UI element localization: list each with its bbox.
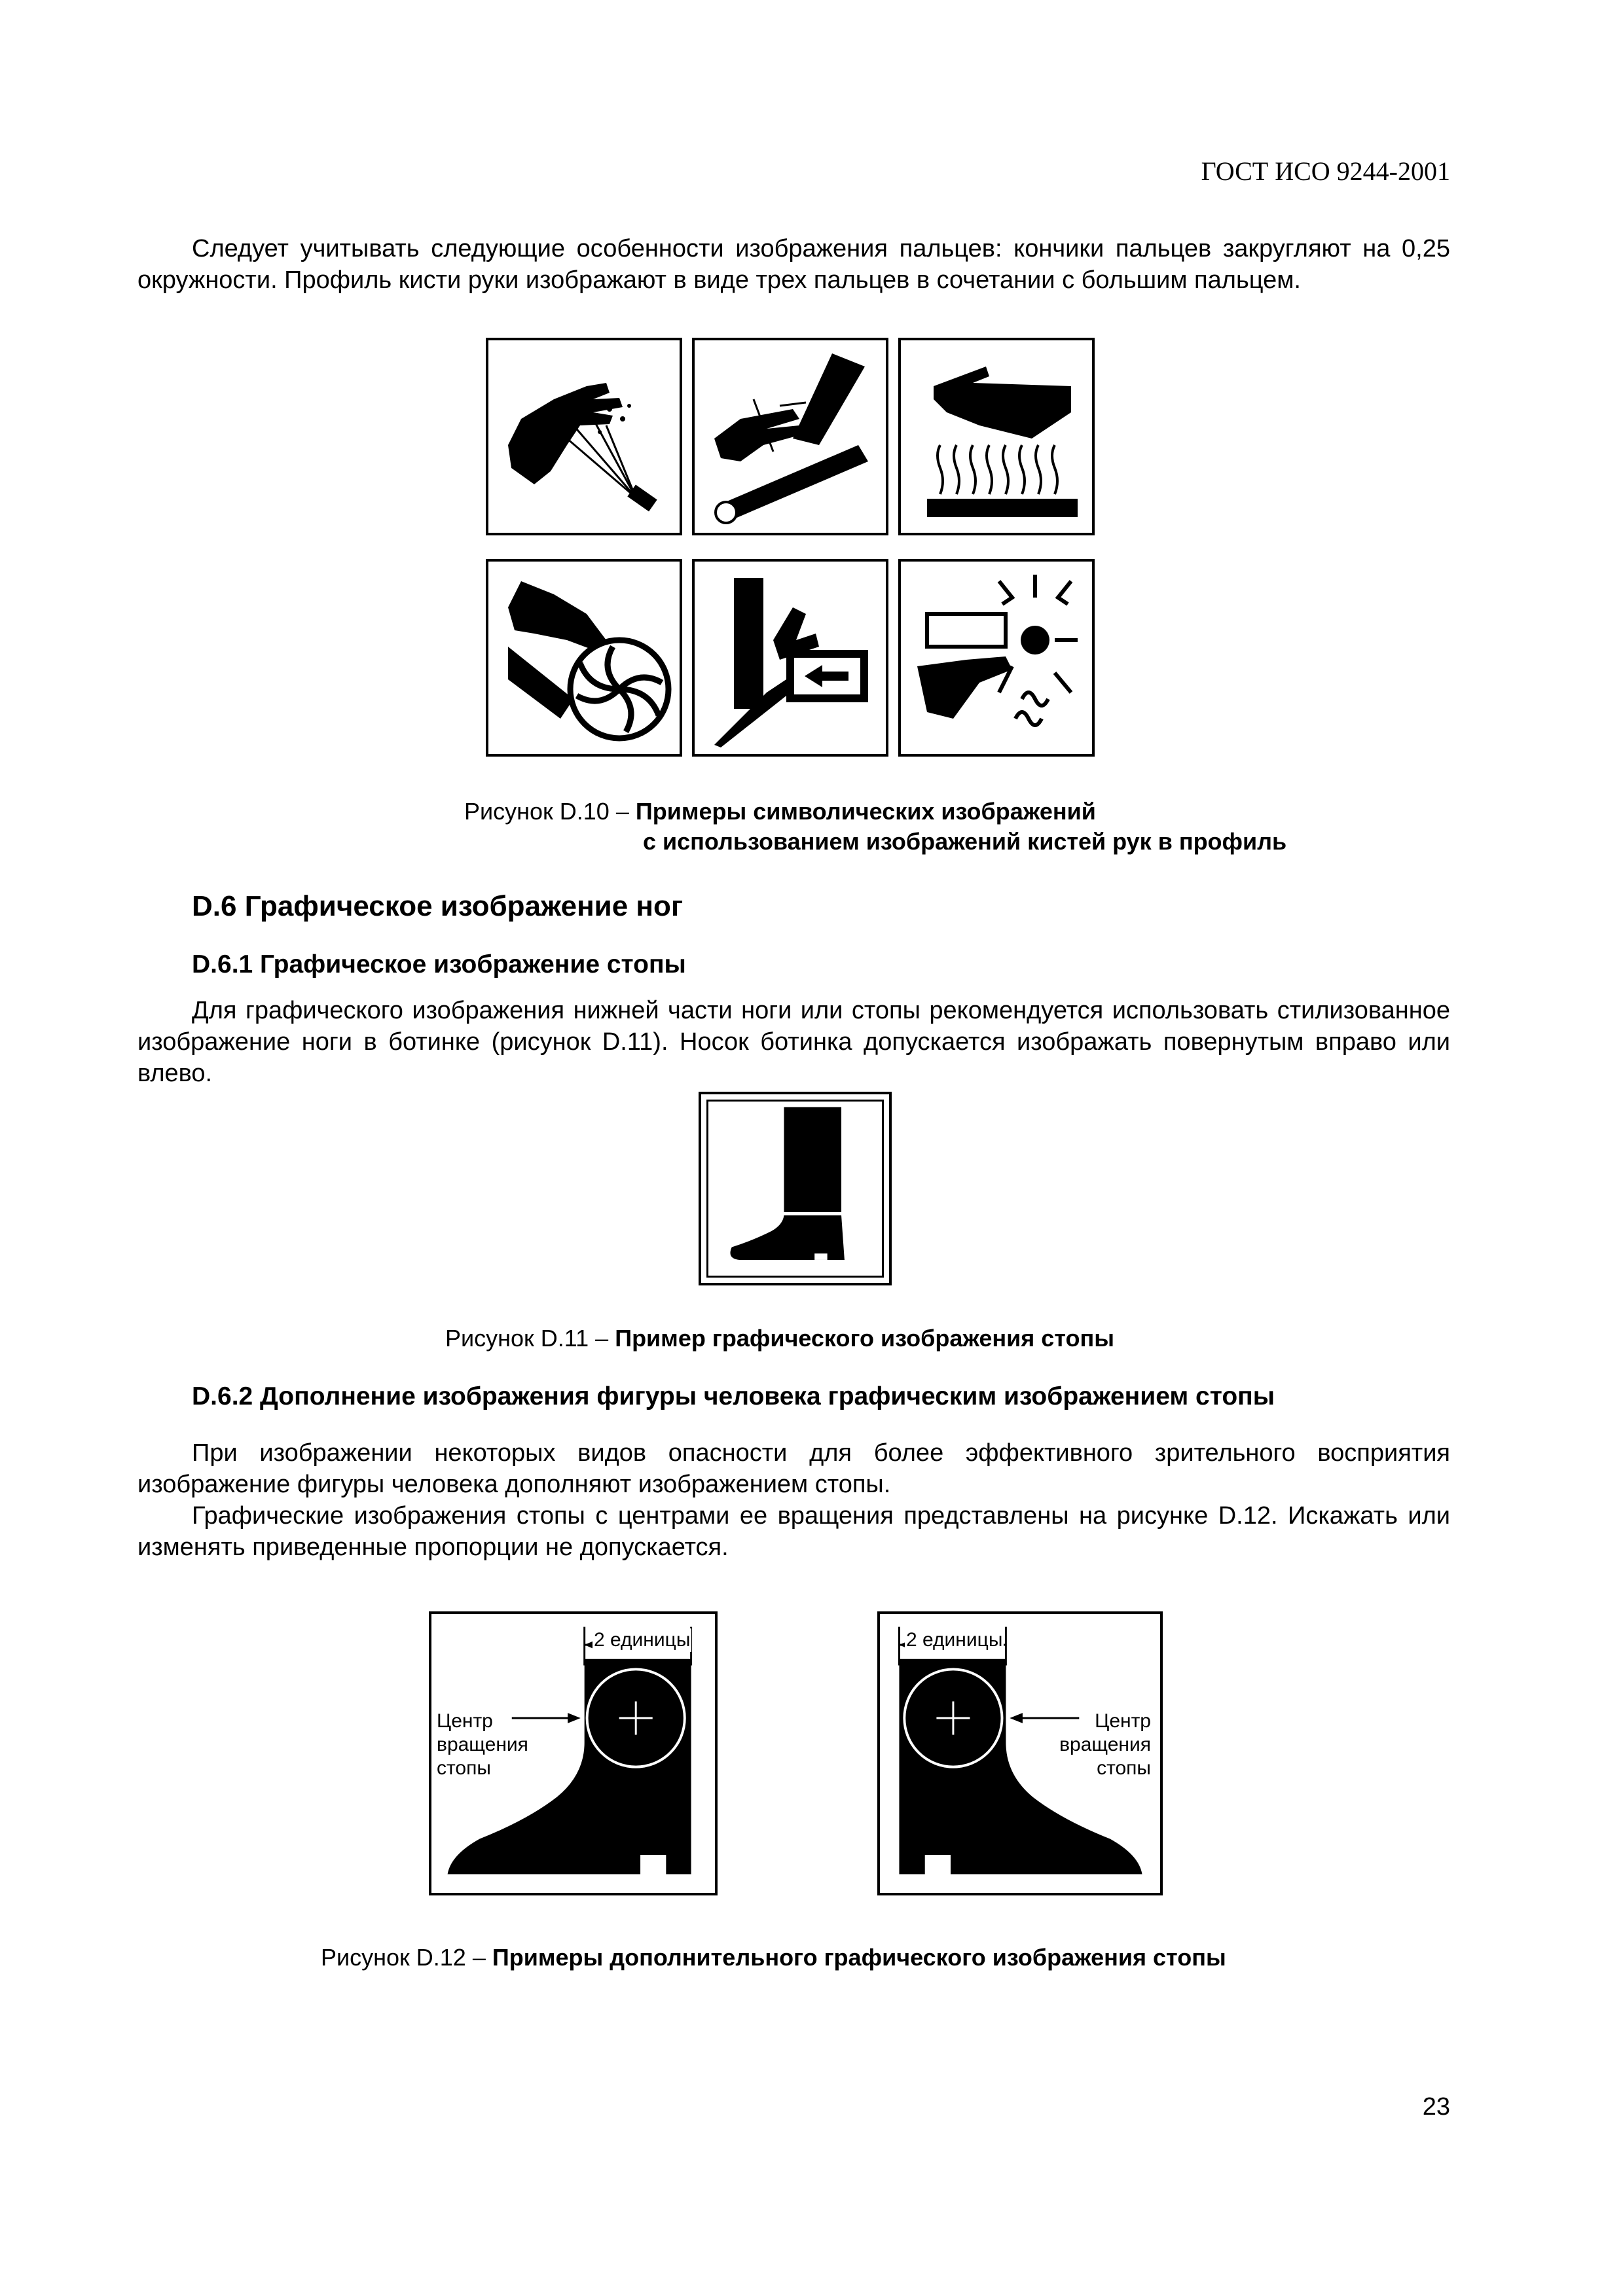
figure-d10-title-line1: Примеры символических изображений <box>635 798 1096 825</box>
hand-press-icon <box>692 559 888 757</box>
figure-d10-caption-line2 <box>643 827 1286 857</box>
figure-d11-number: Рисунок D.11 – <box>445 1325 609 1352</box>
center-label-right-2: вращения <box>1059 1734 1151 1755</box>
figure-d10-title-line2: с использованием изображений кистей рук в профиль <box>643 828 1287 855</box>
dimension-label-left-text: 2 единицы <box>594 1629 691 1651</box>
figure-d12-title: Примеры дополнительного графического изображения стопы <box>492 1944 1226 1971</box>
figure-d10-caption-line1 <box>464 797 1096 827</box>
section-d62-paragraph-1: При изображении некоторых видов опасности для более эффективного зрительного восприятия изображение фигуры человека дополняют изображением стопы. <box>137 1439 1450 1498</box>
section-d61-paragraph: Для графического изображения нижней части ноги или стопы рекомендуется использовать стилизованное изображение ноги в ботинке (рисунок D.11). Носок ботинка допускается изображать повернутым вправо или влево. <box>137 997 1450 1087</box>
intro-paragraph: Следует учитывать следующие особенности изображения пальцев: кончики пальцев закругляют на 0,25 окружности. Профиль кисти руки изображают в виде трех пальцев в сочетании с большим пальцем. <box>137 235 1450 294</box>
center-label-right-3: стопы <box>1097 1757 1151 1779</box>
section-d62-heading: D.6.2 Дополнение изображения фигуры человека графическим изображением стопы <box>192 1382 1275 1410</box>
figure-d10-number: Рисунок D.10 – <box>464 798 629 825</box>
section-d61-heading: D.6.1 Графическое изображение стопы <box>192 950 686 978</box>
hand-explosion-icon <box>898 559 1095 757</box>
center-label-right-1: Центр <box>1095 1710 1151 1732</box>
figure-d12-number: Рисунок D.12 – <box>321 1944 486 1971</box>
boot-icon <box>699 1092 892 1285</box>
section-d6-heading: D.6 Графическое изображение ног <box>192 890 684 922</box>
figure-d11-title: Пример графического изображения стопы <box>615 1325 1114 1352</box>
figure-d11-caption <box>445 1323 1114 1354</box>
figure-d12-caption <box>321 1943 1226 1973</box>
document-id: ГОСТ ИСО 9244-2001 <box>1201 156 1450 186</box>
hand-hot-surface-icon <box>898 338 1095 535</box>
hand-fan-icon <box>486 559 682 757</box>
dimension-label-right-text: 2 единицы <box>906 1629 1003 1651</box>
section-d62-paragraph-2: Графические изображения стопы с центрами ее вращения представлены на рисунке D.12. Искажать или изменять приведенные пропорции не допускается. <box>137 1502 1450 1561</box>
hand-spray-icon <box>486 338 682 535</box>
boot-right-rotation-figure <box>877 1611 1163 1895</box>
center-label-left-2: вращения <box>437 1734 528 1755</box>
center-label-left-1: Центр <box>437 1710 493 1732</box>
hand-crush-rollers-icon <box>692 338 888 535</box>
page-number: 23 <box>1422 2093 1450 2121</box>
center-label-left-3: стопы <box>437 1757 491 1779</box>
boot-left-rotation-figure <box>429 1611 718 1895</box>
